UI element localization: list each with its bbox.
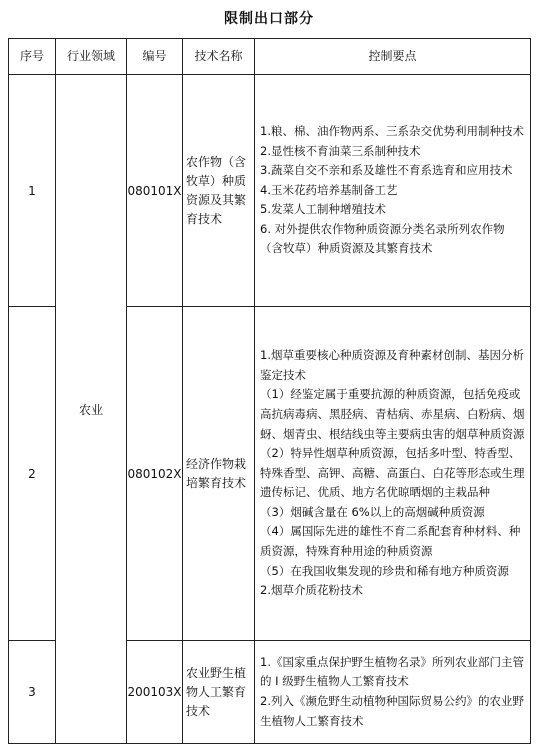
- header-control-points: 控制要点: [255, 39, 531, 75]
- row-tech-name: 农业野生植物人工繁育技术: [183, 641, 255, 744]
- row-code: 080101X: [127, 75, 183, 307]
- table-header-row: [9, 39, 531, 75]
- row-control-points: [255, 307, 531, 641]
- restriction-table: [8, 38, 531, 744]
- control-point: （5）在我国收集发现的珍贵和稀有地方种质资源: [260, 563, 509, 578]
- control-point: （3）烟碱含量在 6%以上的高烟碱种质资源: [260, 504, 485, 519]
- document-title: 限制出口部分: [224, 11, 314, 27]
- header-industry: 行业领域: [56, 39, 127, 75]
- header-tech-name: 技术名称: [183, 39, 255, 75]
- control-point: 3.蔬菜自交不亲和系及雄性不育系选育和应用技术: [260, 163, 513, 178]
- row-control-points: [255, 75, 531, 307]
- control-point: （4）属国际先进的雄性不育二系配套育种材料、种质资源，特殊育种用途的种质资源: [260, 524, 521, 559]
- control-point: 5.发菜人工制种增殖技术: [260, 202, 386, 217]
- row-control-points: [255, 641, 531, 744]
- row-code: 200103X: [127, 641, 183, 744]
- control-point: 4.玉米花药培养基制备工艺: [260, 182, 398, 197]
- row-seq: 1: [9, 75, 56, 307]
- row-code: 080102X: [127, 307, 183, 641]
- control-point: 1.粮、棉、油作物两系、三系杂交优势利用制种技术: [260, 123, 524, 138]
- control-point: 6. 对外提供农作物种质资源分类名录所列农作物（含牧草）种质资源及其繁育技术: [260, 221, 505, 256]
- control-point: （2）特异性烟草种质资源，包括多叶型、特香型、特殊香型、高钾、高糖、高蛋白、白花等形态或生理遗传标记、优质、地方名优晾晒烟的主栽品种: [260, 446, 525, 500]
- header-code: 编号: [127, 39, 183, 75]
- control-point: 2.显性核不育油菜三系制种技术: [260, 143, 421, 158]
- row-tech-name: 农作物（含牧草）种质资源及其繁育技术: [183, 75, 255, 307]
- control-point: （1）经鉴定属于重要抗源的种质资源，包括免疫或高抗病毒病、黑胫病、青枯病、赤星病、白粉病、烟蚜、烟青虫、根结线虫等主要病虫害的烟草种质资源: [260, 387, 525, 441]
- header-seq: 序号: [9, 39, 56, 75]
- control-point: 2.烟草介质花粉技术: [260, 583, 363, 598]
- row-seq: 3: [9, 641, 56, 744]
- control-point: 1.《国家重点保护野生植物名录》所列农业部门主管的 I 级野生植物人工繁育技术: [260, 654, 524, 689]
- row-tech-name: 经济作物栽培繁育技术: [183, 307, 255, 641]
- industry-cell: 农业: [56, 75, 127, 744]
- control-point: 1.烟草重要核心种质资源及育种素材创制、基因分析鉴定技术: [260, 348, 524, 382]
- row-seq: 2: [9, 307, 56, 641]
- control-point: 2.列入《濒危野生动植物种国际贸易公约》的农业野生植物人工繁育技术: [260, 694, 524, 728]
- table-row: [9, 75, 531, 307]
